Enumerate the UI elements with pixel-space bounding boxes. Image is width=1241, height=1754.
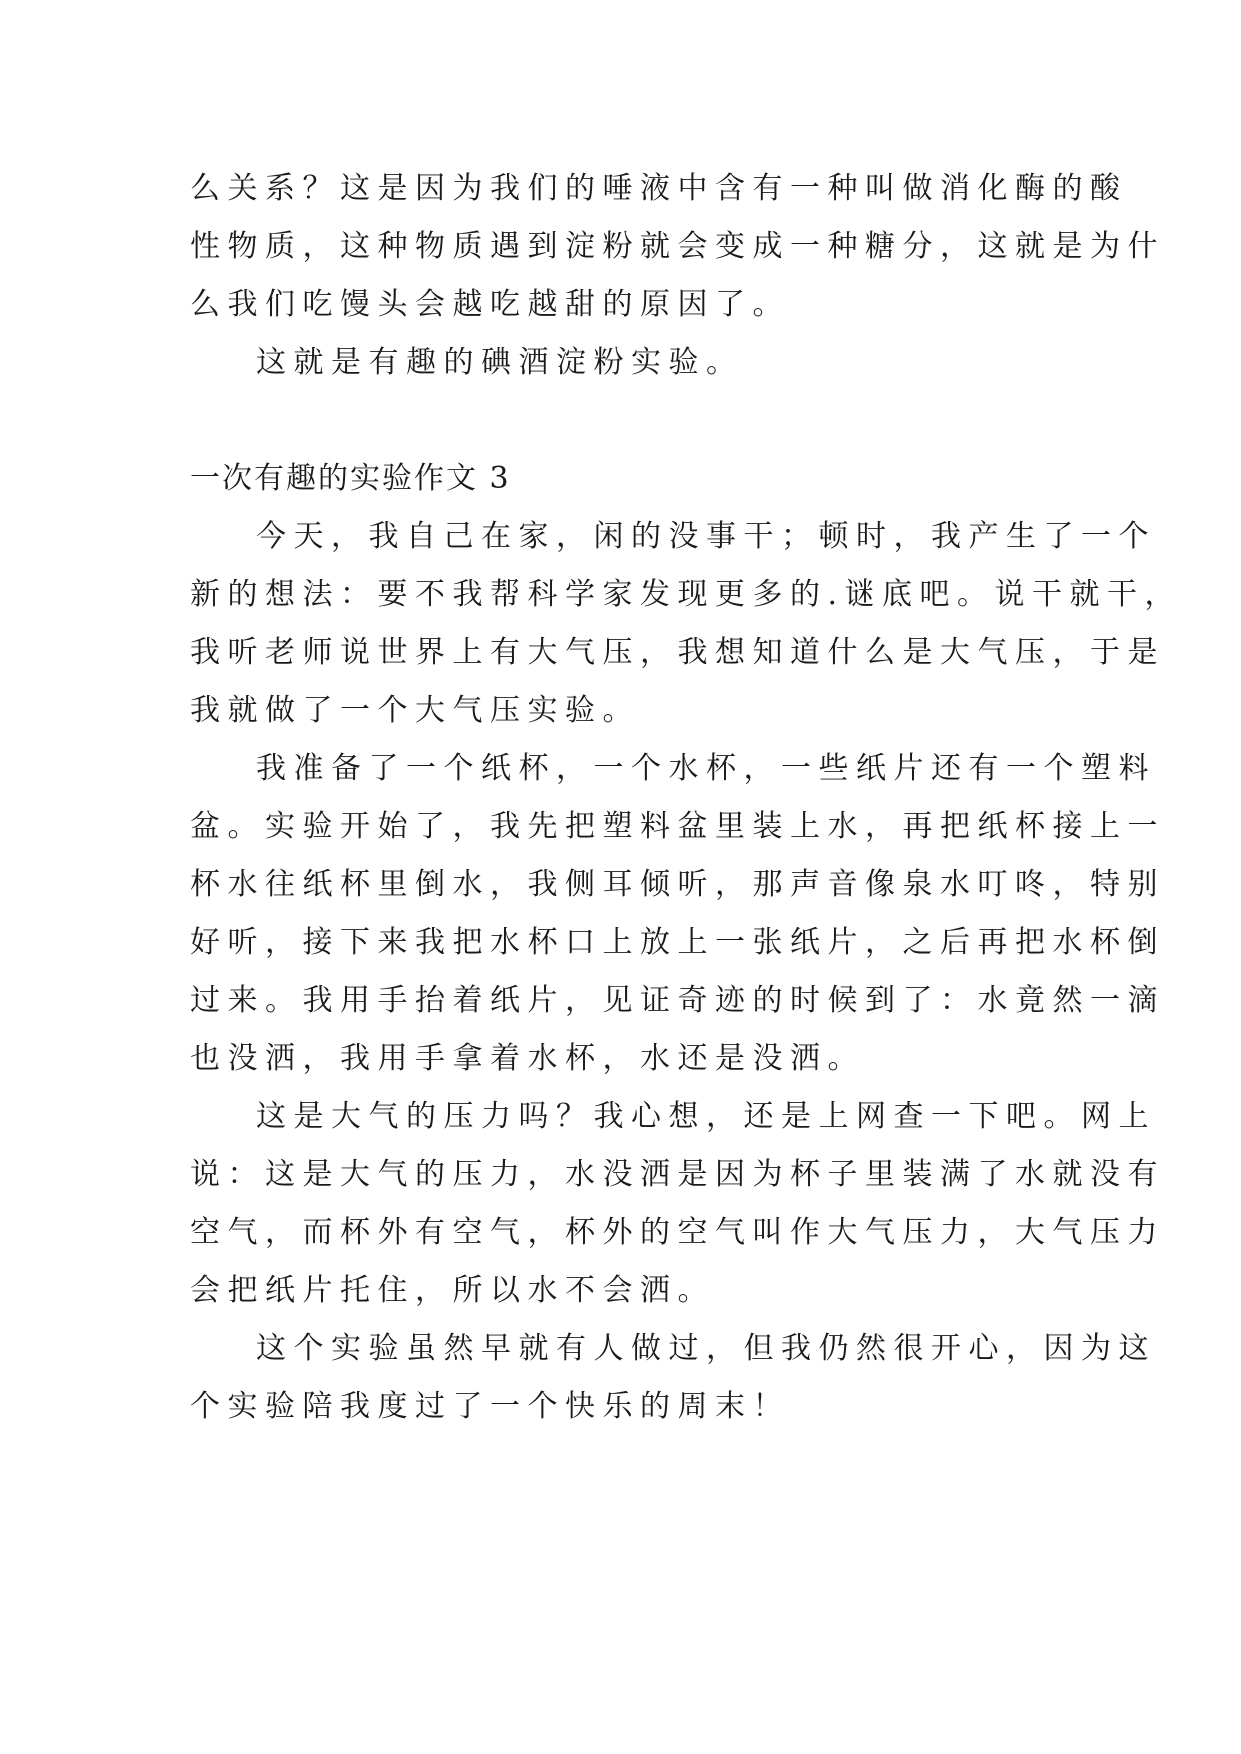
text-line: 盆。实验开始了，我先把塑料盆里装上水，再把纸杯接上一 bbox=[190, 809, 1165, 844]
text-line: 个实验陪我度过了一个快乐的周末！ bbox=[190, 1389, 790, 1424]
paragraph-1 bbox=[190, 508, 1183, 740]
text-line: 这是大气的压力吗？我心想，还是上网查一下吧。网上 bbox=[256, 1099, 1156, 1134]
text-line: 今天，我自己在家，闲的没事干；顿时，我产生了一个 bbox=[256, 519, 1156, 554]
text-line: 这个实验虽然早就有人做过，但我仍然很开心，因为这 bbox=[256, 1331, 1156, 1366]
text-line: 杯水往纸杯里倒水，我侧耳倾听，那声音像泉水叮咚，特别 bbox=[190, 867, 1165, 902]
text-line: 么关系？这是因为我们的唾液中含有一种叫做消化酶的酸 bbox=[190, 171, 1128, 206]
text-line: 我准备了一个纸杯，一个水杯，一些纸片还有一个塑料 bbox=[256, 751, 1156, 786]
paragraph-3 bbox=[190, 1088, 1165, 1320]
text-line: 我就做了一个大气压实验。 bbox=[190, 693, 640, 728]
text-line: 空气，而杯外有空气，杯外的空气叫作大气压力，大气压力 bbox=[190, 1215, 1165, 1250]
text-line: 我听老师说世界上有大气压，我想知道什么是大气压，于是 bbox=[190, 635, 1165, 670]
continuation-paragraph bbox=[190, 160, 1165, 334]
text-line: 好听，接下来我把水杯口上放上一张纸片，之后再把水杯倒 bbox=[190, 925, 1165, 960]
text-line: 过来。我用手抬着纸片，见证奇迹的时候到了：水竟然一滴 bbox=[190, 983, 1165, 1018]
closing-sentence: 这就是有趣的碘酒淀粉实验。 bbox=[256, 345, 744, 380]
text-line: 么我们吃馒头会越吃越甜的原因了。 bbox=[190, 287, 790, 322]
paragraph-4 bbox=[190, 1320, 1156, 1436]
document-page bbox=[190, 160, 1183, 1436]
section-title: 一次有趣的实验作文 3 bbox=[190, 461, 511, 496]
text-line: 也没洒，我用手拿着水杯，水还是没洒。 bbox=[190, 1041, 865, 1076]
text-line: 说：这是大气的压力，水没洒是因为杯子里装满了水就没有 bbox=[190, 1157, 1165, 1192]
text-line: 会把纸片托住，所以水不会洒。 bbox=[190, 1273, 715, 1308]
text-line: 性物质，这种物质遇到淀粉就会变成一种糖分，这就是为什 bbox=[190, 229, 1165, 264]
text-line: 新的想法：要不我帮科学家发现更多的.谜底吧。说干就干， bbox=[190, 577, 1183, 612]
section-gap bbox=[190, 392, 1070, 450]
paragraph-2 bbox=[190, 740, 1165, 1088]
